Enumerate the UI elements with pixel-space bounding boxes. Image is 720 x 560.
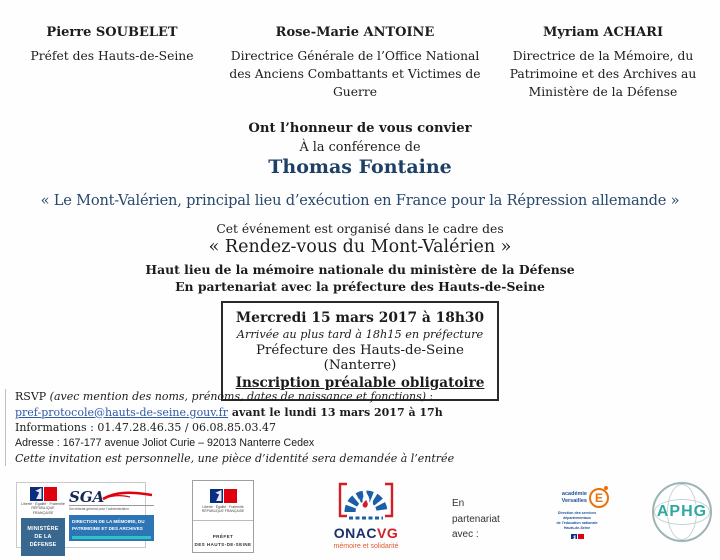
series-title: « Rendez-vous du Mont-Valérien » (208, 237, 512, 257)
onacvg-tagline: mémoire et solidarité (333, 543, 399, 550)
rsvp-line (15, 389, 475, 405)
teal-strip (72, 536, 151, 539)
invite-line: Ont l’honneur de vous convier (248, 121, 472, 136)
rsvp-informations: Informations : 01.47.28.46.35 / 06.08.85.03.47 (15, 421, 277, 435)
signatory-name: Myriam ACHARI (542, 25, 664, 40)
republique-motto: Liberté · Égalité · Fraternité RÉPUBLIQUE FRANÇAISE (201, 505, 245, 514)
onacvg-logo (322, 478, 410, 560)
series-subtitle: Haut lieu de la mémoire nationale du ministère de la Défense (145, 262, 575, 277)
rsvp-email-line (15, 405, 475, 421)
french-flag-icon (571, 534, 584, 539)
aphg-logo (652, 482, 712, 542)
republique-motto: Liberté · Égalité · Fraternité RÉPUBLIQUE FRANÇAISE (21, 502, 65, 515)
aphg-wordmark: APHG (656, 503, 708, 520)
signatory-title: Directrice Générale de l’Office National des Anciens Combattants et Victimes de Guerre (229, 49, 481, 99)
rsvp-address: Adresse : 167-177 avenue Joliot Curie – 92013 Nanterre Cedex (15, 436, 315, 449)
context-line: Cet événement est organisé dans le cadre des (216, 222, 504, 236)
defense-left-column (21, 487, 65, 549)
invite-line: À la conférence de (299, 140, 421, 155)
divider (193, 520, 253, 521)
rsvp-mention: (avec mention des noms, prénoms, dates de naissance et fonctions) (49, 390, 427, 403)
signatory-name: Rose-Marie ANTOINE (275, 25, 435, 40)
rsvp-block (5, 389, 475, 466)
partner-note: En partenariat avec : (452, 498, 500, 540)
french-flag-icon (210, 489, 237, 503)
academie-department-lines: Direction des services départementaux de l’éducation nationale Hauts-de-Seine (556, 511, 598, 531)
signatory-2 (226, 25, 484, 101)
academie-versailles-logo (545, 488, 609, 539)
french-flag-icon (30, 487, 57, 501)
event-details-box (221, 301, 499, 401)
signatory-title: Directrice de la Mémoire, du Patrimoine et des Archives au Ministère de la Défense (509, 49, 697, 99)
event-arrival-note: Arrivée au plus tard à 18h15 en préfecture (236, 328, 484, 341)
onacvg-wordmark: ONACVG (333, 525, 399, 541)
event-date: Mercredi 15 mars 2017 à 18h30 (235, 310, 485, 326)
signatory-1 (14, 25, 210, 101)
series-partnership: En partenariat avec la préfecture des Hauts-de-Seine (175, 279, 545, 294)
signatory-title: Préfet des Hauts-de-Seine (30, 49, 194, 63)
signatories-header (0, 25, 720, 101)
sga-column (69, 487, 154, 543)
onacvg-flame-icon (335, 478, 397, 524)
sga-subtitle: Secrétariat général pour l’administration (69, 505, 154, 511)
prefet-label: PRÉFET DES HAUTS-DE-SEINE (194, 533, 252, 547)
speaker-name: Thomas Fontaine (268, 156, 452, 178)
conference-title: « Le Mont-Valérien, principal lieu d’exécution en France pour la Répression allemande » (40, 192, 680, 209)
partner-logos-strip (0, 476, 720, 560)
rsvp-email-link[interactable]: pref-protocole@hauts-de-seine.gouv.fr (15, 405, 229, 419)
sga-swoosh-icon (102, 490, 154, 502)
event-location: Préfecture des Hauts-de-Seine (Nanterre) (256, 343, 464, 373)
dmpa-label: DIRECTION DE LA MÉMOIRE, DU PATRIMOINE ET DES ARCHIVES (69, 515, 154, 541)
ministry-label: MINISTÈRE DE LA DÉFENSE (21, 518, 65, 556)
signatory-name: Pierre SOUBELET (46, 25, 178, 40)
sga-wordmark: SGA (69, 487, 154, 505)
rsvp-prefix: RSVP (15, 390, 50, 403)
academie-wordmark: académie Versailles E (545, 488, 609, 508)
signatory-3 (500, 25, 706, 101)
defense-sga-logo (16, 482, 146, 548)
rsvp-deadline: avant le lundi 13 mars 2017 à 17h (228, 405, 443, 419)
rsvp-personal-note: Cette invitation est personnelle, une pièce d’identité sera demandée à l’entrée (15, 451, 455, 465)
event-registration-note: Inscription préalable obligatoire (235, 375, 485, 391)
rsvp-colon: : (426, 390, 434, 403)
academie-e-badge-icon: E (589, 488, 609, 508)
prefet-logo (192, 480, 254, 553)
